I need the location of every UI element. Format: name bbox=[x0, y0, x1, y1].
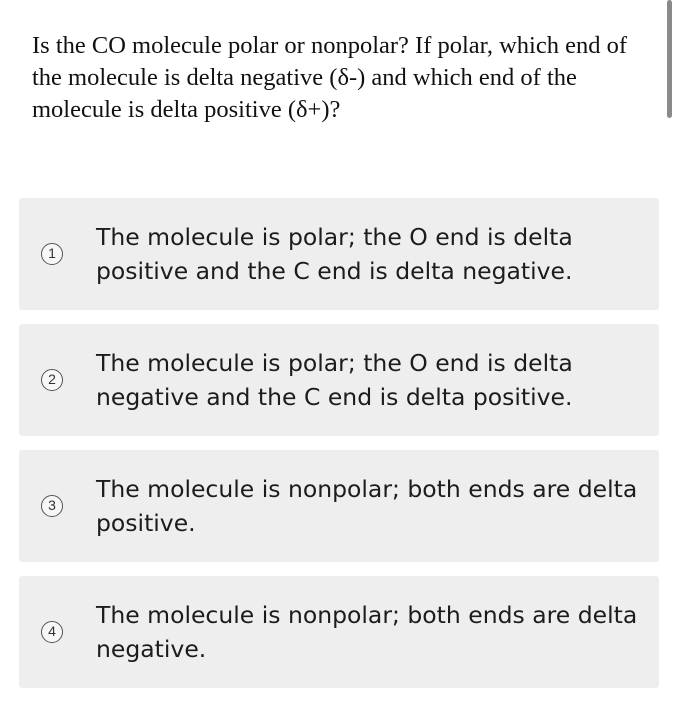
option-text: The molecule is nonpolar; both ends are delta positive. bbox=[96, 475, 638, 537]
option-4[interactable] bbox=[19, 576, 659, 688]
option-1[interactable] bbox=[19, 198, 659, 310]
option-text: The molecule is nonpolar; both ends are delta negative. bbox=[96, 601, 638, 663]
option-text: The molecule is polar; the O end is delta negative and the C end is delta positive. bbox=[96, 349, 573, 411]
option-number-badge: 1 bbox=[41, 243, 63, 265]
option-number-badge: 3 bbox=[41, 495, 63, 517]
question-text: Is the CO molecule polar or nonpolar? If polar, which end of the molecule is delta negative (δ-) and which end of the molecule is delta positive (δ+)? bbox=[32, 32, 627, 123]
option-text: The molecule is polar; the O end is delta positive and the C end is delta negative. bbox=[96, 223, 573, 285]
option-3[interactable] bbox=[19, 450, 659, 562]
option-number-badge: 2 bbox=[41, 369, 63, 391]
scrollbar[interactable] bbox=[667, 0, 672, 118]
answer-options bbox=[19, 198, 659, 702]
option-2[interactable] bbox=[19, 324, 659, 436]
option-number-badge: 4 bbox=[41, 621, 63, 643]
